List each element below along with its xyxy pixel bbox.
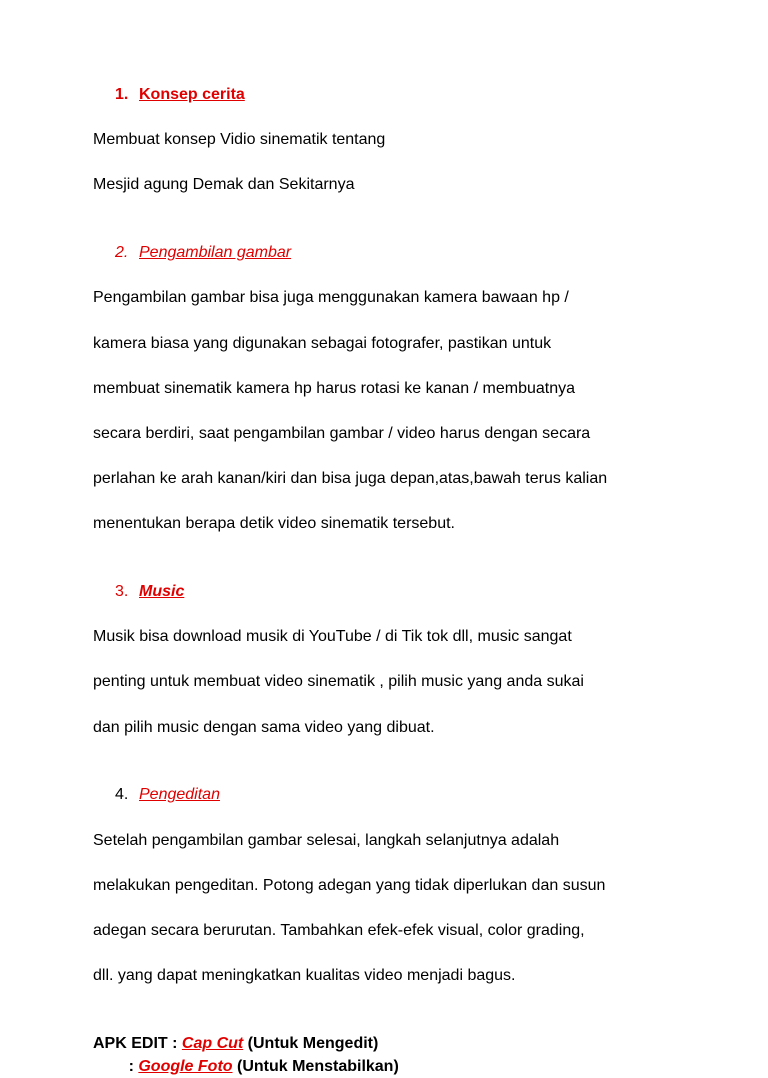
section-1-body [93,107,713,220]
body-line: dan pilih music dengan sama video yang dibuat. [93,718,435,736]
body-line: Mesjid agung Demak dan Sekitarnya [93,176,355,194]
section-3-heading [93,581,713,604]
section-3-number: 3. [115,583,129,601]
body-line: Pengambilan gambar bisa juga menggunakan kamera bawaan hp / [93,289,569,307]
section-4-title: Pengeditan [139,786,220,804]
body-line: kamera biasa yang digunakan sebagai fotografer, pastikan untuk [93,334,552,352]
google-foto-note: (Untuk Menstabilkan) [232,1057,399,1075]
spacer [93,220,713,243]
body-line: Musik bisa download musik di YouTube / di Tik tok dll, music sangat [93,628,572,646]
capcut-note: (Untuk Mengedit) [243,1034,379,1052]
section-4-body [93,807,713,1010]
google-foto-link[interactable]: Google Foto [138,1057,233,1075]
body-line: secara berdiri, saat pengambilan gambar / video harus dengan secara [93,424,591,442]
body-line: Membuat konsep Vidio sinematik tentang [93,131,386,149]
body-line: perlahan ke arah kanan/kiri dan bisa juga depan,atas,bawah terus kalian [93,470,608,488]
capcut-link[interactable]: Cap Cut [181,1034,244,1052]
spacer [93,558,713,581]
section-2-body [93,265,713,559]
body-line: membuat sinematik kamera hp harus rotasi ke kanan / membuatnya [93,379,576,397]
body-line: melakukan pengeditan. Potong adegan yang tidak diperlukan dan susun [93,876,606,894]
section-4-heading [93,784,713,807]
section-4-number: 4. [115,786,129,804]
body-line: dll. yang dapat meningkatkan kualitas video menjadi bagus. [93,967,516,985]
body-line: adegan secara berurutan. Tambahkan efek-efek visual, color grading, [93,921,585,939]
spacer [93,762,713,785]
apk-edit-line-2 [93,1056,713,1078]
apk-edit-line-1 [93,1033,713,1056]
apk-edit-label: APK EDIT : [93,1034,182,1052]
spacer [93,1010,713,1033]
section-1-number: 1. [115,86,129,103]
section-1-heading [93,84,713,107]
body-line: menentukan berapa detik video sinematik tersebut. [93,515,455,533]
apk-edit-indent: : [93,1057,139,1075]
section-1-title: Konsep cerita [139,86,245,103]
section-3-body [93,604,713,762]
body-line: penting untuk membuat video sinematik , pilih music yang anda sukai [93,673,584,691]
section-2-number: 2. [115,244,129,262]
section-3-title: Music [139,583,185,601]
section-2-heading [93,242,713,265]
section-2-title: Pengambilan gambar [139,244,292,262]
body-line: Setelah pengambilan gambar selesai, langkah selanjutnya adalah [93,831,560,849]
document-page [93,84,713,1078]
